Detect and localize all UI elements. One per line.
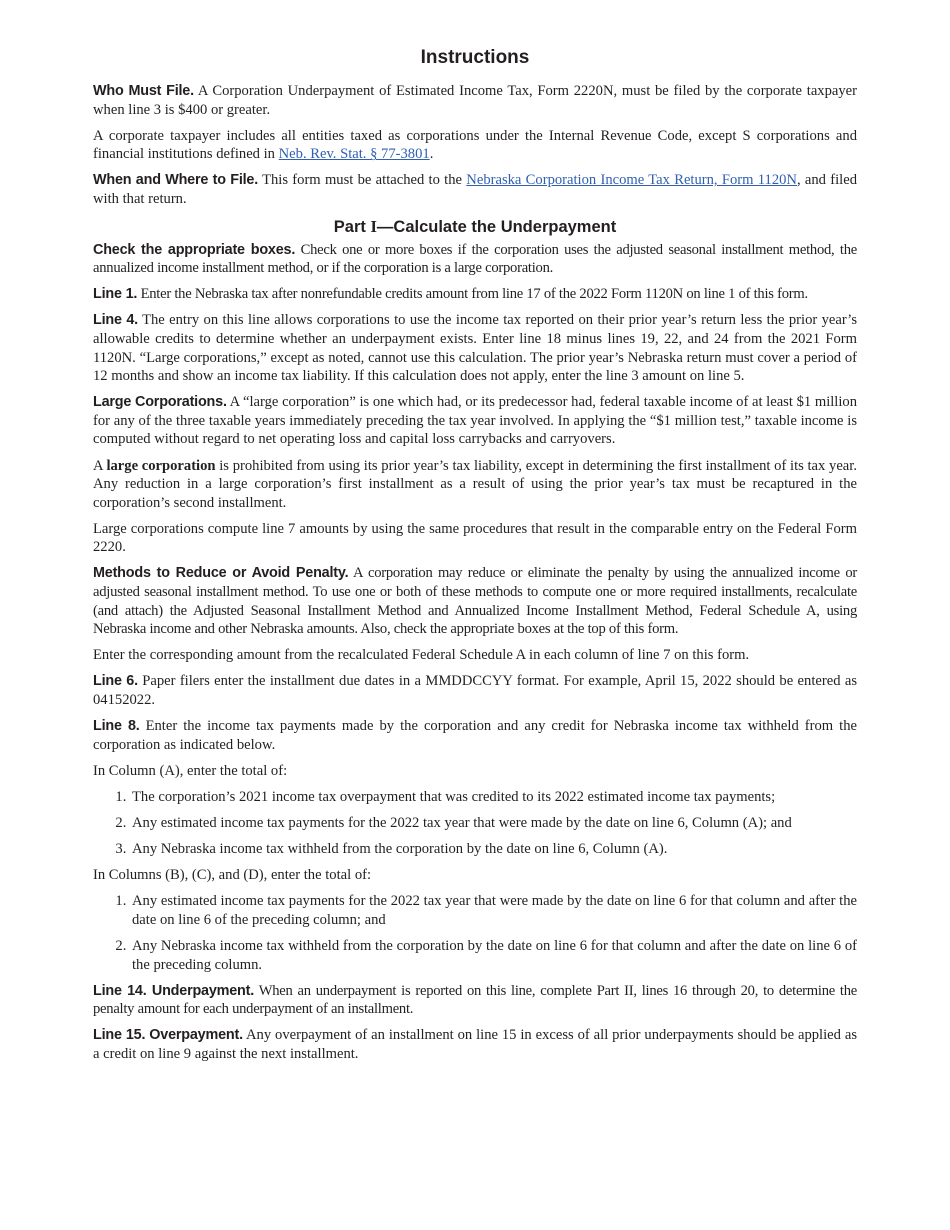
line14-paragraph [93,982,857,1019]
large-corporations-label: Large Corporations. [93,394,227,411]
large-corp-prohibited-prefix: A [93,457,103,474]
columns-bcd-intro: In Columns (B), (C), and (D), enter the total of: [93,867,372,884]
check-boxes-text: Check one or more boxes if the corporation uses the adjusted seasonal installment method, the annualized income installment method, or if the corporation is a large corporation. [93,241,857,277]
list-item: 3. Any Nebraska income tax withheld from the corporation by the date on line 6, Column (A). [130,840,857,859]
corporate-taxpayer-text: A corporate taxpayer includes all entities taxed as corporations under the Internal Revenue Code, except S corporations and financial institutions defined in [93,127,857,163]
line8-label: Line 8. [93,718,140,735]
who-must-file-label: Who Must File. [93,83,194,99]
line8-text: Enter the income tax payments made by the corporation and any credit for Nebraska income tax withheld from the corporation as indicated below. [93,718,857,753]
line15-text: Any overpayment of an installment on line 15 in excess of all prior underpayments should be applied as a credit on line 9 against the next installment. [93,1027,857,1062]
line6-text: Paper filers enter the installment due dates in a MMDDCCYY format. For example, April 15, 2022 should be entered as 04152022. [93,673,857,709]
who-must-file-text: A Corporation Underpayment of Estimated Income Tax, Form 2220N, must be filed by the corporate taxpayer when line 3 is $400 or greater. [93,83,858,118]
form-1120n-link[interactable]: Nebraska Corporation Income Tax Return, Form 1120N [466,172,797,189]
large-corp-bold-term: large corporation [106,457,216,474]
large-corporations-text: A “large corporation” is one which had, or its predecessor had, federal taxable income of at least $1 million for any of the three taxable years immediately preceding the tax year involved. In applying the “$1 million test,” taxable income is computed without regard to net operating loss and capital loss carrybacks and carryovers. [93,394,858,448]
list-item: 1. The corporation’s 2021 income tax overpayment that was credited to its 2022 estimated income tax payments; [130,788,857,807]
methods-paragraph [93,564,857,638]
when-where-paragraph [93,171,857,208]
check-boxes-paragraph [93,241,857,278]
line6-label: Line 6. [93,673,138,690]
instructions-page [93,46,857,1071]
large-corp-prohibited-text: is prohibited from using its prior year’s tax liability, except in determining the first installment of its tax year. Any reduction in a large corporation’s first installment as a result of using the prior year’s tax must be recaptured in the corporation’s second installment. [93,457,857,511]
line4-text: The entry on this line allows corporations to use the income tax reported on their prior year’s return less the prior year’s allowable credits to determine whether an underpayment exists. Enter line 18 minus lines 19, 22, and 24 from the 2021 Form 1120N. “Large corporations,” except as noted, cannot use this calculation. The prior year’s Nebraska return must cover a period of 12 months and show an income tax liability. If this calculation does not apply, enter the line 3 amount on line 5. [93,312,858,385]
column-a-list [93,788,857,859]
corporate-taxpayer-paragraph [93,127,857,164]
part1-prefix: Part [333,217,366,236]
columns-bcd-list [93,892,857,974]
line4-paragraph [93,311,857,385]
corporate-taxpayer-end: . [429,146,434,163]
column-a-intro: In Column (A), enter the total of: [93,762,288,779]
part1-heading [93,217,857,237]
when-where-text: This form must be attached to the [262,172,463,189]
statute-link[interactable]: Neb. Rev. Stat. § 77-3801 [278,146,430,163]
methods-label: Methods to Reduce or Avoid Penalty. [93,565,349,582]
large-corp-prohibited-paragraph [93,457,857,513]
list-item: 2. Any estimated income tax payments for the 2022 tax year that were made by the date on line 6, Column (A); and [130,814,857,833]
when-where-label: When and Where to File. [93,172,259,189]
part1-roman: I [370,216,377,236]
list-item: 1. Any estimated income tax payments for the 2022 tax year that were made by the date on line 6 for that column and after the date on line 6 of the preceding column; and [130,892,857,929]
line15-paragraph [93,1026,857,1063]
methods-line7-paragraph: Enter the corresponding amount from the recalculated Federal Schedule A in each column of line 7 on this form. [93,647,750,664]
line6-paragraph [93,672,857,709]
page-title: Instructions [420,47,530,68]
line1-paragraph [93,285,857,304]
line4-label: Line 4. [93,312,138,329]
line1-label: Line 1. [93,286,138,303]
part1-suffix: —Calculate the Underpayment [376,217,617,236]
line14-text: When an underpayment is reported on this line, complete Part II, lines 16 through 20, to determine the penalty amount for each underpayment of an installment. [93,982,857,1018]
who-must-file-paragraph [93,82,857,119]
line15-label: Line 15. Overpayment. [93,1027,243,1044]
large-corporations-paragraph [93,393,857,449]
when-where-end: , and filed with that return. [93,172,857,207]
check-boxes-label: Check the appropriate boxes. [93,241,296,258]
list-item: 2. Any Nebraska income tax withheld from the corporation by the date on line 6 for that column and after the date on line 6 of the preceding column. [130,937,857,974]
line8-paragraph [93,717,857,754]
large-corp-line7-paragraph: Large corporations compute line 7 amounts by using the same procedures that result in the comparable entry on the Federal Form 2220. [93,520,857,556]
methods-text: A corporation may reduce or eliminate the penalty by using the annualized income or adjusted seasonal installment method. To use one or both of these methods to compute one or more required installments, recalculate (and attach) the Adjusted Seasonal Installment Method and Annualized Income Installment Method, Federal Schedule A, using Nebraska income and other Nebraska amounts. Also, check the appropriate boxes at the top of this form. [93,565,857,638]
line14-label: Line 14. Underpayment. [93,982,255,999]
line1-text: Enter the Nebraska tax after nonrefundable credits amount from line 17 of the 2022 Form 1120N on line 1 of this form. [140,286,808,303]
